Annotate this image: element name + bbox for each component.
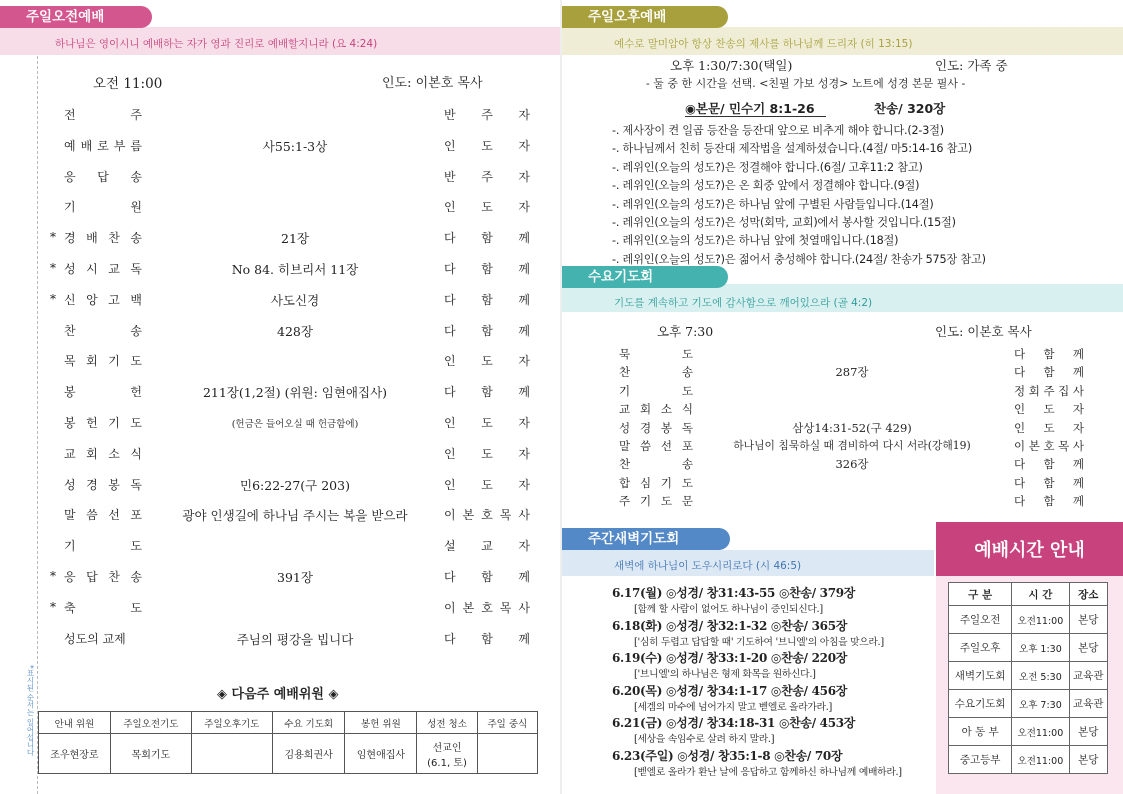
- dawn-sub: [함께 할 사람이 없어도 하나님이 증인되신다.]: [634, 604, 823, 615]
- order-item: 예 배 로 부 름: [64, 138, 142, 153]
- order-row: [0, 198, 560, 218]
- order-item: 성 시 교 독: [64, 262, 142, 276]
- committee-header: 안내 위원: [39, 712, 111, 734]
- order-item: 교 회 소 식: [64, 446, 142, 461]
- star-mark: *: [50, 230, 56, 245]
- wed-person: 다 함 께: [1014, 494, 1084, 509]
- morning-title: 주일오전예배: [0, 6, 152, 28]
- side-note: *표시된 순서는 일어섭니다: [26, 665, 35, 757]
- wed-item: 찬 송: [619, 365, 693, 380]
- order-person: 다 함 께: [444, 262, 530, 276]
- wed-content: 326장: [835, 457, 869, 472]
- order-person: 인 도 자: [444, 477, 530, 492]
- afternoon-point: -. 레위인(오늘의 성도?)은 젊어서 충성해야 합니다.(24절/ 찬송가 575장 참고): [612, 252, 986, 266]
- order-row: [0, 414, 560, 434]
- schedule-cell: 본당: [1069, 634, 1108, 662]
- order-person: 다 함 께: [444, 231, 530, 246]
- wednesday-leader: 인도: 이본호 목사: [935, 324, 1032, 339]
- schedule-cell: 본당: [1069, 746, 1108, 774]
- order-row: [0, 537, 560, 557]
- wed-row: [562, 475, 1123, 493]
- star-mark: *: [50, 261, 56, 275]
- wednesday-time: 오후 7:30: [657, 324, 714, 339]
- afternoon-note: - 둘 중 한 시간을 선택. <친필 가보 성경> 노트에 성경 본문 필사 -: [646, 77, 966, 90]
- wed-content: 하나님이 침묵하실 때 겸비하여 다시 서라(강해19): [733, 439, 971, 452]
- order-content: 민6:22-27(구 203): [240, 477, 350, 493]
- order-row: [0, 352, 560, 372]
- dawn-sub: [세겜의 마수에 넘어가지 말고 벧엘로 올라가라.]: [634, 701, 833, 713]
- order-content: 211장(1,2절) (위원: 임현애집사): [202, 385, 388, 401]
- schedule-row: [949, 746, 1108, 774]
- afternoon-points: [612, 122, 1122, 269]
- wed-row: [562, 383, 1123, 401]
- schedule-cell: 중고등부: [949, 746, 1012, 774]
- order-content: 사55:1-3상: [262, 138, 328, 154]
- dawn-line: 6.23(주일) ◎성경/ 창35:1-8 ◎찬송/ 70장: [612, 748, 843, 763]
- order-person: 이 본 호 목 사: [444, 508, 530, 523]
- schedule-cell: 수요기도회: [949, 690, 1012, 718]
- order-row: [0, 229, 560, 249]
- schedule-header-row: [949, 583, 1108, 606]
- dawn-verse: 새벽에 하나님이 도우시리로다 (시 46:5): [614, 560, 802, 572]
- order-row: [0, 476, 560, 496]
- wed-row: [562, 438, 1123, 456]
- star-mark: *: [50, 599, 56, 614]
- morning-verse: 하나님은 영이시니 예배하는 자가 영과 진리로 예배할지니라 (요 4:24): [55, 38, 378, 50]
- wed-item: 합 심 기 도: [619, 475, 693, 490]
- order-item: 축 도: [64, 600, 142, 615]
- order-row: [0, 291, 560, 311]
- order-content: (헌금은 들어오실 때 헌금함에): [231, 419, 359, 430]
- wed-row: [562, 456, 1123, 474]
- wed-person: 이 본 호 목 사: [1014, 439, 1084, 453]
- schedule-cell: 본당: [1069, 606, 1108, 634]
- committee-header: 주일 중식: [477, 712, 537, 734]
- wed-item: 교 회 소 식: [619, 402, 693, 417]
- dawn-line: 6.19(수) ◎성경/ 창33:1-20 ◎찬송/ 220장: [612, 651, 848, 665]
- order-row: [0, 260, 560, 280]
- wed-person: 인 도 자: [1014, 402, 1084, 417]
- wed-person: 정 회 주 집 사: [1014, 383, 1084, 398]
- wed-item: 성 경 봉 독: [619, 420, 693, 435]
- order-item: 말 씀 선 포: [64, 508, 142, 523]
- wed-item: 찬 송: [619, 457, 693, 472]
- dawn-title: 주간새벽기도회: [562, 528, 730, 550]
- dawn-day: [612, 617, 932, 650]
- order-row: [0, 630, 560, 650]
- schedule-section: [936, 522, 1123, 794]
- wed-person: 다 함 께: [1014, 347, 1084, 361]
- wed-item: 말 씀 선 포: [619, 439, 693, 453]
- order-row: [0, 445, 560, 465]
- afternoon-point: -. 레위인(오늘의 성도?)은 성막(회막, 교회)에서 봉사할 것입니다.(15절): [612, 215, 956, 229]
- schedule-header: 시 간: [1012, 583, 1069, 606]
- wed-person: 다 함 께: [1014, 475, 1084, 490]
- schedule-cell: 오전11:00: [1012, 718, 1069, 746]
- order-person: 설 교 자: [444, 539, 530, 554]
- schedule-row: [949, 634, 1108, 662]
- dawn-section: [562, 522, 934, 794]
- order-row: [0, 506, 560, 526]
- committee-table: [38, 711, 538, 774]
- committee-value: [477, 734, 537, 774]
- morning-leader: 인도: 이본호 목사: [382, 76, 483, 91]
- wed-person: 다 함 께: [1014, 457, 1084, 472]
- star-mark: *: [50, 569, 56, 583]
- order-row: [0, 168, 560, 188]
- dawn-day: [612, 584, 932, 617]
- dawn-sub: [벧엘로 올라가 환난 날에 응답하고 함께하신 하나님께 예배하라.]: [634, 766, 902, 778]
- wed-row: [562, 346, 1123, 364]
- order-person: 다 함 께: [444, 570, 530, 584]
- afternoon-time: 오후 1:30/7:30(택일): [670, 58, 793, 73]
- dawn-line: 6.20(목) ◎성경/ 창34:1-17 ◎찬송/ 456장: [612, 683, 848, 698]
- afternoon-leader: 인도: 가족 중: [935, 58, 1008, 73]
- afternoon-section: [562, 0, 1123, 266]
- dawn-list: [612, 584, 932, 779]
- schedule-row: [949, 662, 1108, 690]
- order-item: 목 회 기 도: [64, 354, 142, 369]
- order-person: 인 도 자: [444, 200, 530, 215]
- order-content: 사도신경: [270, 292, 320, 308]
- schedule-row: [949, 718, 1108, 746]
- wed-row: [562, 493, 1123, 511]
- order-person: 인 도 자: [444, 354, 530, 369]
- order-content: 주님의 평강을 빕니다: [236, 631, 354, 647]
- wed-item: 묵 도: [619, 347, 693, 361]
- dawn-sub: [세상을 속임수로 살려 하지 말라.]: [634, 734, 775, 745]
- dawn-line: 6.18(화) ◎성경/ 창32:1-32 ◎찬송/ 365장: [612, 618, 848, 633]
- afternoon-point: -. 레위인(오늘의 성도?)은 하나님 앞에 첫열매입니다.(18절): [612, 234, 899, 248]
- order-item: 성 경 봉 독: [64, 477, 142, 492]
- wed-content: 287장: [835, 365, 869, 380]
- order-person: 반 주 자: [444, 169, 530, 184]
- center-divider: [560, 0, 562, 794]
- schedule-cell: 아 동 부: [949, 718, 1012, 746]
- order-row: [0, 383, 560, 403]
- schedule-cell: 오전 5:30: [1012, 662, 1069, 690]
- committee-header: 봉헌 위원: [345, 712, 417, 734]
- schedule-table: [948, 582, 1108, 774]
- schedule-row: [949, 606, 1108, 634]
- morning-section: [0, 0, 560, 794]
- afternoon-point: -. 레위인(오늘의 성도?)은 정결해야 합니다.(6절/ 고후11:2 참고): [612, 160, 923, 174]
- order-content: 428장: [277, 323, 313, 339]
- wednesday-title: 수요기도회: [562, 266, 728, 288]
- order-person: 이 본 호 목 사: [444, 600, 530, 615]
- schedule-cell: 오후 7:30: [1012, 690, 1069, 718]
- order-item: 봉 헌 기 도: [64, 416, 142, 430]
- schedule-cell: 새벽기도회: [949, 662, 1012, 690]
- afternoon-point: -. 제사장이 켠 일곱 등잔을 등잔대 앞으로 비추게 해야 합니다.(2-3절): [612, 124, 944, 137]
- afternoon-text-underline: [685, 116, 826, 117]
- order-content: No 84. 히브리서 11장: [231, 262, 359, 277]
- wednesday-section: [562, 262, 1123, 518]
- order-item: 전 주: [64, 108, 142, 122]
- order-item: 봉 헌: [64, 385, 142, 400]
- dawn-sub: ['브니엘'의 하나님은 형제 화목을 원하신다.]: [634, 669, 816, 680]
- schedule-cell: 주일오후: [949, 634, 1012, 662]
- wednesday-verse: 기도를 계속하고 기도에 감사함으로 깨어있으라 (골 4:2): [614, 297, 873, 309]
- order-item: 기 원: [64, 200, 142, 215]
- committee-value: 김용희권사: [272, 734, 345, 774]
- order-row: [0, 322, 560, 342]
- committee-header: 주일오후기도: [191, 712, 272, 734]
- order-item: 경 배 찬 송: [64, 231, 142, 246]
- order-person: 다 함 께: [444, 292, 530, 307]
- order-person: 인 도 자: [444, 138, 530, 153]
- order-content: 광야 인생길에 하나님 주시는 복을 받으라: [182, 508, 408, 524]
- order-row: [0, 599, 560, 619]
- committee-header: 수요 기도회: [272, 712, 345, 734]
- wed-item: 기 도: [619, 383, 693, 398]
- schedule-header: 구 분: [949, 583, 1012, 606]
- schedule-cell: 교육관: [1069, 662, 1108, 690]
- schedule-row: [949, 690, 1108, 718]
- afternoon-point: -. 레위인(오늘의 성도?)은 하나님 앞에 구별된 사람들입니다.(14절): [612, 197, 934, 211]
- afternoon-hymn: 찬송/ 320장: [874, 101, 946, 116]
- schedule-cell: 본당: [1069, 718, 1108, 746]
- order-item: 응 답 송: [64, 169, 142, 184]
- committee-value: 선교인 (6.1, 토): [417, 734, 477, 774]
- schedule-cell: 오전11:00: [1012, 746, 1069, 774]
- wed-row: [562, 401, 1123, 419]
- wed-row: [562, 420, 1123, 438]
- schedule-header: 장소: [1069, 583, 1108, 606]
- order-item: 응 답 찬 송: [64, 570, 142, 584]
- next-week-title: ◈ 다음주 예배위원 ◈: [217, 687, 339, 702]
- order-item: 기 도: [64, 539, 142, 554]
- dawn-line: 6.21(금) ◎성경/ 창34:18-31 ◎찬송/ 453장: [612, 716, 856, 730]
- wed-row: [562, 364, 1123, 382]
- order-row: [0, 106, 560, 126]
- morning-time: 오전 11:00: [93, 76, 163, 92]
- order-person: 다 함 께: [444, 323, 530, 338]
- dawn-day: [612, 649, 932, 682]
- wed-person: 다 함 께: [1014, 365, 1084, 380]
- order-person: 다 함 께: [444, 631, 530, 646]
- order-person: 다 함 께: [444, 385, 530, 400]
- dawn-day: [612, 714, 932, 747]
- wed-person: 인 도 자: [1014, 420, 1084, 435]
- order-content: 391장: [277, 570, 313, 585]
- order-item: 성도의 교제: [64, 631, 126, 646]
- afternoon-title: 주일오후예배: [562, 6, 728, 28]
- schedule-cell: 주일오전: [949, 606, 1012, 634]
- order-content: 21장: [281, 231, 309, 247]
- dawn-day: [612, 682, 932, 715]
- dawn-sub: ['심히 두렵고 답답할 때' 기도하여 '브니엘'의 아침을 맞으라.]: [634, 636, 884, 648]
- committee-value: 조우현장로: [39, 734, 111, 774]
- schedule-cell: 교육관: [1069, 690, 1108, 718]
- committee-header: 성전 청소: [417, 712, 477, 734]
- committee-value: 임현애집사: [345, 734, 417, 774]
- schedule-cell: 오후 1:30: [1012, 634, 1069, 662]
- afternoon-verse: 예수로 말미암아 항상 찬송의 제사를 하나님께 드리자 (히 13:15): [614, 38, 913, 50]
- wed-item: 주 기 도 문: [619, 494, 693, 509]
- star-mark: *: [50, 291, 56, 306]
- order-person: 인 도 자: [444, 416, 530, 430]
- committee-value: 목회기도: [110, 734, 191, 774]
- schedule-title: 예배시간 안내: [974, 540, 1085, 561]
- order-row: [0, 568, 560, 588]
- dawn-day: [612, 747, 932, 780]
- order-item: 신 앙 고 백: [64, 292, 142, 307]
- wed-content: 삼상14:31-52(구 429): [792, 420, 912, 435]
- order-person: 인 도 자: [444, 446, 530, 461]
- schedule-cell: 오전11:00: [1012, 606, 1069, 634]
- committee-value: [191, 734, 272, 774]
- afternoon-text: ◉본문/ 민수기 8:1-26: [685, 101, 815, 116]
- order-row: [0, 137, 560, 157]
- afternoon-point: -. 레위인(오늘의 성도?)은 온 회중 앞에서 정결해야 합니다.(9절): [612, 179, 920, 193]
- order-person: 반 주 자: [444, 108, 530, 122]
- committee-header: 주일오전기도: [110, 712, 191, 734]
- dawn-line: 6.17(월) ◎성경/ 창31:43-55 ◎찬송/ 379장: [612, 586, 856, 600]
- afternoon-point: -. 하나님께서 친히 등잔대 제작법을 설계하셨습니다.(4절/ 마5:14-16 참고): [612, 142, 973, 156]
- order-item: 찬 송: [64, 323, 142, 338]
